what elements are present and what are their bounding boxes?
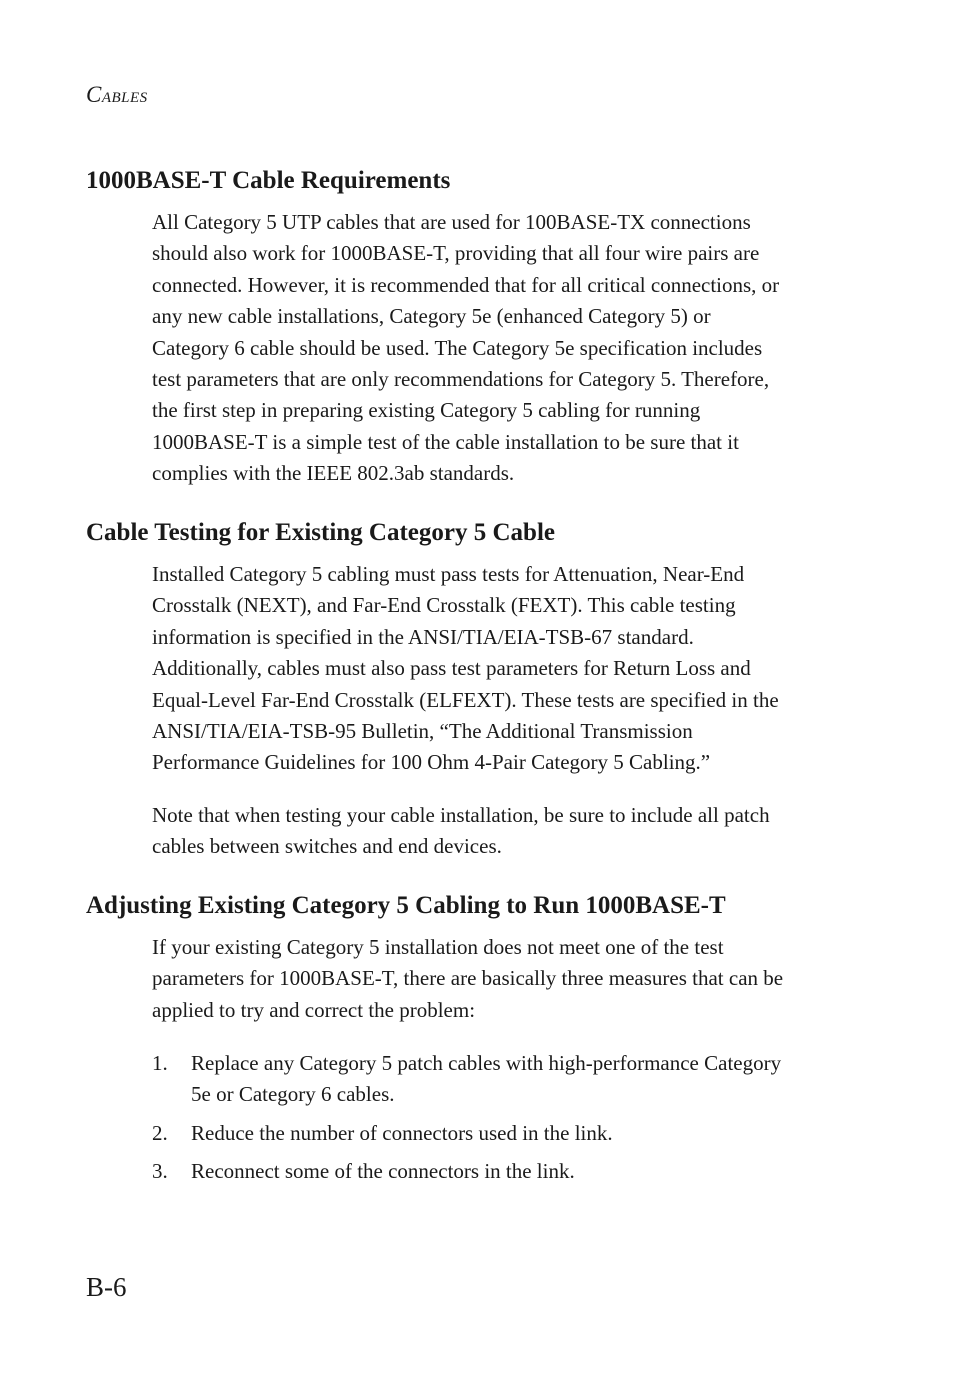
text-line: Performance Guidelines for 100 Ohm 4-Pair Category 5 Cabling.” [152, 750, 711, 775]
text-line: 5e or Category 6 cables. [191, 1082, 395, 1107]
list-text [191, 1118, 613, 1149]
text-line: Replace any Category 5 patch cables with high-performance Category [191, 1051, 782, 1075]
list-number: 2. [152, 1121, 168, 1145]
paragraph-testing-note [152, 800, 852, 863]
paragraph-cable-testing [152, 559, 852, 779]
list-text [191, 1048, 781, 1111]
text-line: information is specified in the ANSI/TIA/EIA-TSB-67 standard. [152, 624, 694, 649]
section-title-adjusting-cabling: Adjusting Existing Category 5 Cabling to Run 1000BASE-T [86, 892, 726, 919]
text-line: cables between switches and end devices. [152, 834, 502, 859]
text-line: Equal-Level Far-End Crosstalk (ELFEXT). These tests are specified in the [152, 687, 779, 712]
text-line: the first step in preparing existing Category 5 cabling for running [152, 398, 701, 423]
text-line: test parameters that are only recommendations for Category 5. Therefore, [152, 367, 770, 392]
text-line: Crosstalk (NEXT), and Far-End Crosstalk (FEXT). This cable testing [152, 593, 736, 618]
page-number: B-6 [86, 1272, 127, 1302]
text-line: Additionally, cables must also pass test parameters for Return Loss and [152, 656, 751, 681]
text-line: complies with the IEEE 802.3ab standards. [152, 461, 515, 486]
text-line: If your existing Category 5 installation does not meet one of the test [152, 935, 724, 959]
text-line: Reduce the number of connectors used in the link. [191, 1121, 613, 1145]
text-line: Reconnect some of the connectors in the link. [191, 1159, 575, 1183]
running-header-initial: C [86, 82, 102, 107]
text-line: All Category 5 UTP cables that are used for 100BASE-TX connections [152, 210, 751, 234]
text-line: Category 6 cable should be used. The Category 5e specification includes [152, 335, 763, 360]
text-line: parameters for 1000BASE-T, there are basically three measures that can be [152, 966, 784, 991]
text-line: any new cable installations, Category 5e (enhanced Category 5) or [152, 304, 711, 329]
running-header-rest: ABLES [101, 90, 148, 106]
paragraph-adjusting-cabling [152, 932, 852, 1026]
section-title-cable-testing: Cable Testing for Existing Category 5 Cable [86, 519, 555, 546]
running-header [86, 82, 148, 108]
text-line: applied to try and correct the problem: [152, 997, 476, 1022]
list-number: 1. [152, 1051, 168, 1075]
list-number: 3. [152, 1159, 168, 1183]
paragraph-1000base-t-requirements [152, 207, 852, 490]
text-line: should also work for 1000BASE-T, providing that all four wire pairs are [152, 241, 760, 266]
section-title-1000base-t-requirements: 1000BASE-T Cable Requirements [86, 167, 451, 194]
text-line: Note that when testing your cable installation, be sure to include all patch [152, 803, 770, 827]
text-line: 1000BASE-T is a simple test of the cable installation to be sure that it [152, 429, 739, 454]
text-line: connected. However, it is recommended that for all critical connections, or [152, 272, 780, 297]
list-text [191, 1156, 575, 1187]
text-line: Installed Category 5 cabling must pass tests for Attenuation, Near-End [152, 562, 745, 586]
text-line: ANSI/TIA/EIA-TSB-95 Bulletin, “The Additional Transmission [152, 719, 693, 744]
